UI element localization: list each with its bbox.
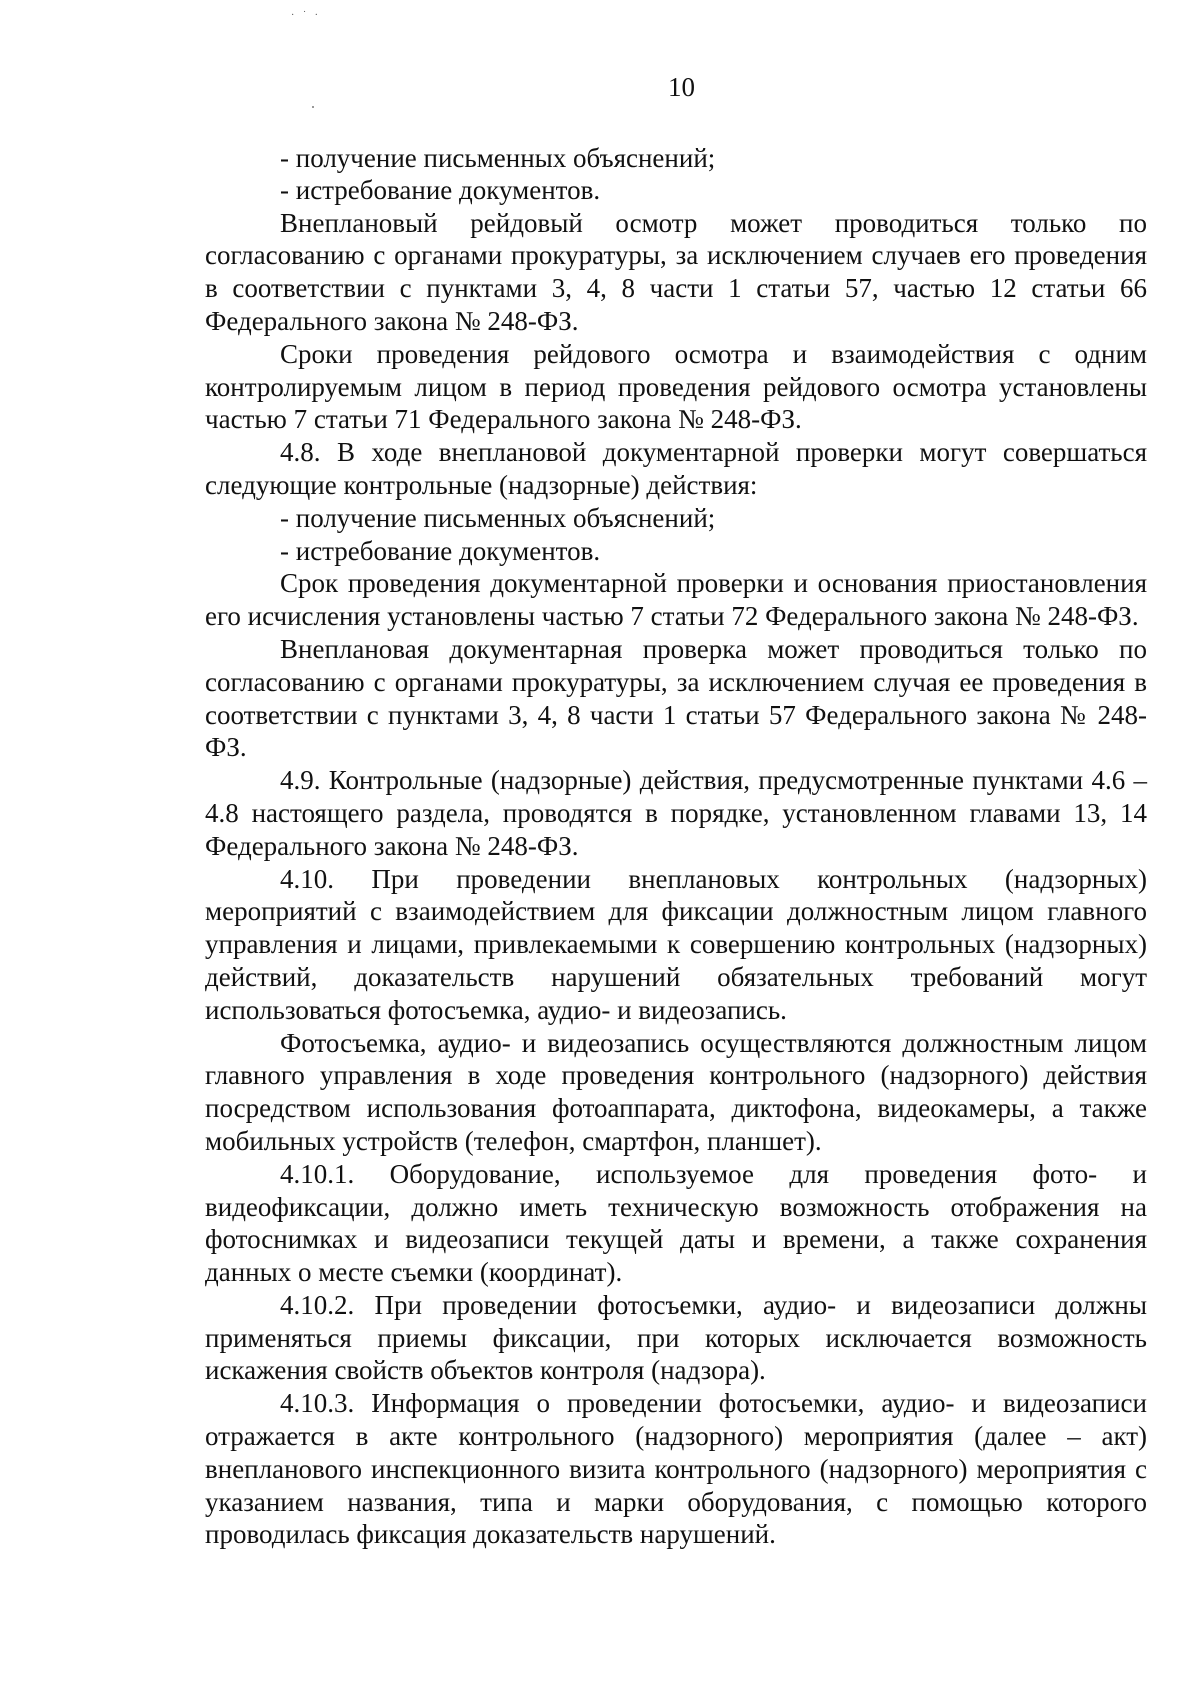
paragraph-4-8: 4.8. В ходе внеплановой документарной проверки могут совершаться следующие контрольные (надзорные) действия: <box>205 437 1147 500</box>
scan-speck: · ˙ · <box>291 10 321 21</box>
list-item-explanations: - получение письменных объяснений; <box>280 143 716 173</box>
paragraph-4-10: 4.10. При проведении внеплановых контрольных (надзорных) мероприятий с взаимодействием для фиксации должностным лицом главного управления и лицами, привлекаемыми к совершению контрольных (надзорных) действий, доказательств нарушений обязательных требований могут использоваться фотосъемка, аудио- и видеозапись. <box>205 863 1147 1025</box>
list-item-documents-2: - истребование документов. <box>280 535 601 566</box>
page-number: 10 <box>668 72 695 102</box>
list-item-documents: - истребование документов. <box>280 174 601 205</box>
list-item-explanations-2: - получение письменных объяснений; <box>280 502 716 533</box>
paragraph-raid-inspection-terms: Сроки проведения рейдового осмотра и взаимодействия с одним контролируемым лицом в период проведения рейдового осмотра установлены частью 7 статьи 71 Федерального закона № 248-ФЗ. <box>205 338 1147 435</box>
paragraph-4-10-3: 4.10.3. Информация о проведении фотосъемки, аудио- и видеозаписи отражается в акте контрольного (надзорного) мероприятия (далее – акт) внепланового инспекционного визита контрольного (надзорного) мероприятия с указанием названия, типа и марки оборудования, с помощью которого проводилась фиксация доказательств нарушений. <box>205 1388 1147 1550</box>
paragraph-4-10-1: 4.10.1. Оборудование, используемое для проведения фото- и видеофиксации, должно иметь техническую возможность отображения на фотоснимках и видеозаписи текущей даты и времени, а также сохранения данных о месте съемки (координат). <box>205 1158 1147 1288</box>
document-body <box>205 142 1147 1551</box>
paragraph-documentary-check-terms: Срок проведения документарной проверки и основания приостановления его исчисления установлены частью 7 статьи 72 Федерального закона № 248-ФЗ. <box>205 568 1147 632</box>
paragraph-4-10-2: 4.10.2. При проведении фотосъемки, аудио- и видеозаписи должны применяться приемы фиксации, при которых исключается возможность искажения свойств объектов контроля (надзора). <box>205 1289 1147 1386</box>
paragraph-4-9: 4.9. Контрольные (надзорные) действия, предусмотренные пунктами 4.6 – 4.8 настоящего раздела, проводятся в порядке, установленном главами 13, 14 Федерального закона № 248-ФЗ. <box>205 765 1147 861</box>
paragraph-photo-video-recording: Фотосъемка, аудио- и видеозапись осуществляются должностным лицом главного управления в ходе проведения контрольного (надзорного) действия посредством использования фотоаппарата, диктофона, видеокамеры, а также мобильных устройств (телефон, смартфон, планшет). <box>205 1027 1147 1156</box>
paragraph-raid-inspection-agreement: Внеплановый рейдовый осмотр может проводиться только по согласованию с органами прокуратуры, за исключением случаев его проведения в соответствии с пунктами 3, 4, 8 части 1 статьи 57, частью 12 статьи 66 Федерального закона № 248-ФЗ. <box>205 207 1147 336</box>
scan-dot <box>312 106 314 108</box>
paragraph-documentary-check-agreement: Внеплановая документарная проверка может проводиться только по согласованию с органами прокуратуры, за исключением случая ее проведения в соответствии с пунктами 3, 4, 8 части 1 статьи 57 Федерального закона № 248-ФЗ. <box>205 633 1147 763</box>
